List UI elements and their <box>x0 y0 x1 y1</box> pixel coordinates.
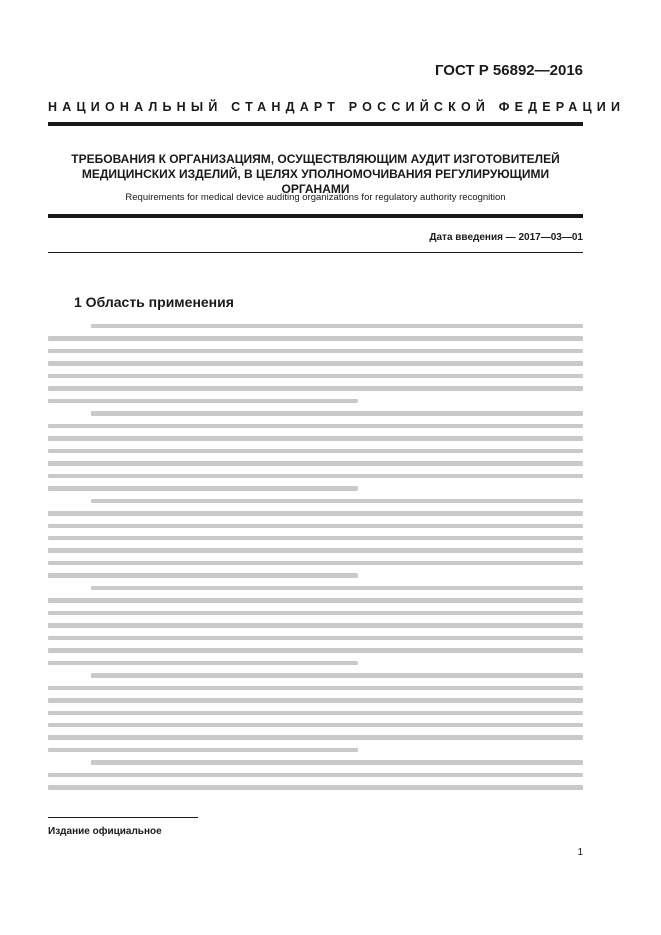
date-rule <box>48 252 583 253</box>
text-line-placeholder <box>48 524 583 528</box>
section-heading: 1 Область применения <box>74 294 234 310</box>
section-body-placeholder <box>48 324 583 790</box>
text-line-placeholder <box>48 735 583 739</box>
text-line-placeholder <box>48 573 358 577</box>
text-line-placeholder <box>48 698 583 702</box>
text-line-placeholder <box>91 324 583 328</box>
text-line-placeholder <box>48 436 583 440</box>
text-line-placeholder <box>91 411 583 415</box>
text-line-placeholder <box>48 449 583 453</box>
text-line-placeholder <box>48 623 583 627</box>
text-line-placeholder <box>48 536 583 540</box>
text-line-placeholder <box>48 648 583 652</box>
text-line-placeholder <box>48 548 583 552</box>
text-line-placeholder <box>48 711 583 715</box>
text-line-placeholder <box>48 399 358 403</box>
text-line-placeholder <box>48 773 583 777</box>
text-line-placeholder <box>48 374 583 378</box>
text-line-placeholder <box>48 636 583 640</box>
text-line-placeholder <box>48 598 583 602</box>
text-line-placeholder <box>48 424 583 428</box>
footer-rule <box>48 817 198 818</box>
text-line-placeholder <box>48 785 583 789</box>
national-standard-label: НАЦИОНАЛЬНЫЙ СТАНДАРТ РОССИЙСКОЙ ФЕДЕРАЦИИ <box>48 100 626 114</box>
page-number: 1 <box>577 847 583 858</box>
text-line-placeholder <box>48 723 583 727</box>
document-title-ru: ТРЕБОВАНИЯ К ОРГАНИЗАЦИЯМ, ОСУЩЕСТВЛЯЮЩИМ АУДИТ ИЗГОТОВИТЕЛЕЙ МЕДИЦИНСКИХ ИЗДЕЛИЙ, В ЦЕЛЯХ УПОЛНОМОЧИВАНИЯ РЕГУЛИРУЮЩИМИ ОРГАНАМИ <box>71 152 560 196</box>
text-line-placeholder <box>48 661 358 665</box>
text-line-placeholder <box>48 386 583 390</box>
document-code: ГОСТ Р 56892—2016 <box>434 62 583 79</box>
text-line-placeholder <box>48 486 358 490</box>
text-line-placeholder <box>48 561 583 565</box>
text-line-placeholder <box>48 474 583 478</box>
text-line-placeholder <box>91 586 583 590</box>
text-line-placeholder <box>48 361 583 365</box>
text-line-placeholder <box>91 760 583 764</box>
text-line-placeholder <box>48 461 583 465</box>
text-line-placeholder <box>48 336 583 340</box>
text-line-placeholder <box>91 673 583 677</box>
official-edition-label: Издание официальное <box>48 826 162 837</box>
header-rule <box>48 122 583 126</box>
text-line-placeholder <box>48 511 583 515</box>
title-rule <box>48 214 583 218</box>
text-line-placeholder <box>91 499 583 503</box>
introduction-date: Дата введения — 2017—03—01 <box>429 232 583 243</box>
text-line-placeholder <box>48 349 583 353</box>
document-title-en: Requirements for medical device auditing organizations for regulatory authority recognition <box>125 192 506 203</box>
text-line-placeholder <box>48 748 358 752</box>
text-line-placeholder <box>48 686 583 690</box>
text-line-placeholder <box>48 611 583 615</box>
